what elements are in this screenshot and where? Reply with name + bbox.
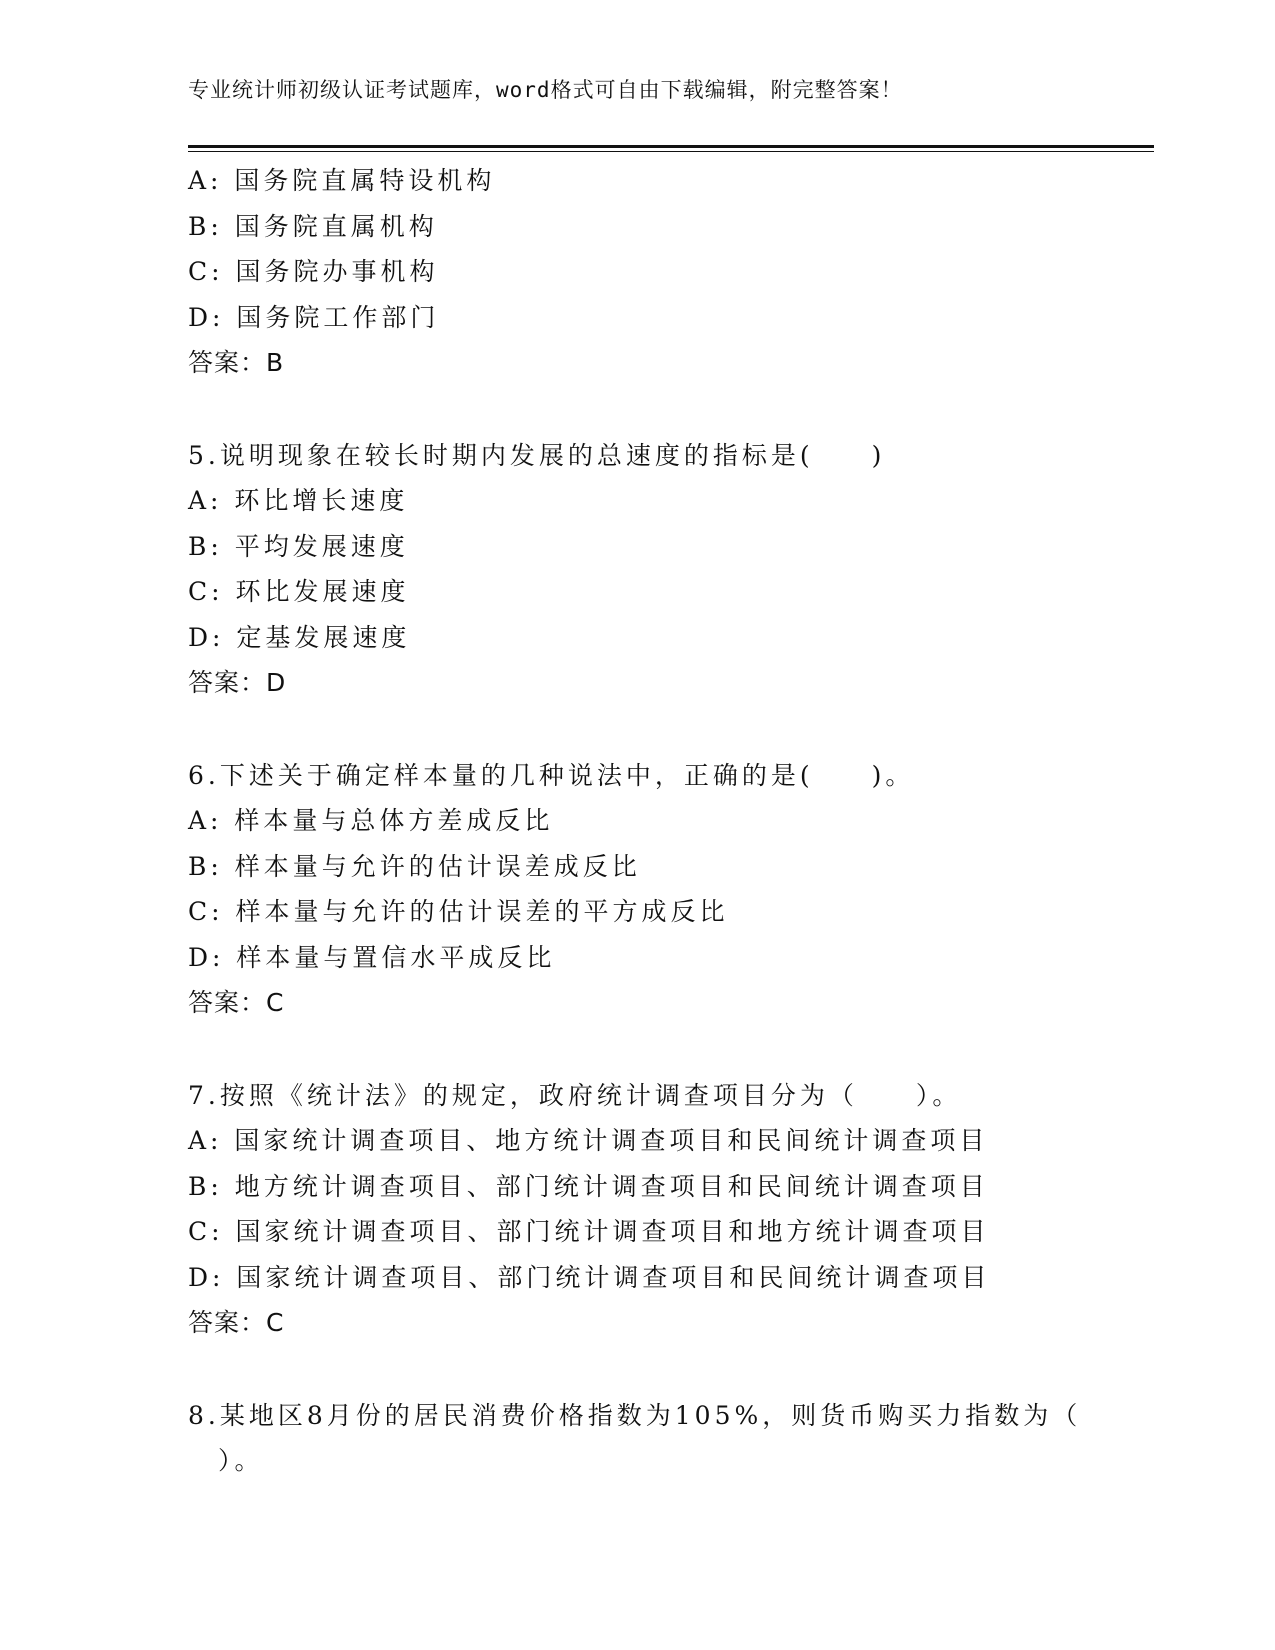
- option-c: C: 国家统计调查项目、部门统计调查项目和地方统计调查项目: [188, 1217, 990, 1246]
- option-b: B: 国务院直属机构: [188, 211, 438, 241]
- option-d: D: 样本量与置信水平成反比: [188, 942, 556, 972]
- question-text: 8.某地区8月份的居民消费价格指数为105%，则货币购买力指数为（: [188, 1400, 1082, 1430]
- option-d: D: 国务院工作部门: [188, 302, 440, 332]
- header-rule-thin: [188, 151, 1154, 152]
- option-a: A: 国务院直属特设机构: [188, 166, 496, 195]
- option-d: D: 国家统计调查项目、部门统计调查项目和民间统计调查项目: [188, 1262, 991, 1292]
- option-b: B: 样本量与允许的估计误差成反比: [188, 851, 641, 881]
- option-a: A: 样本量与总体方差成反比: [188, 806, 554, 835]
- option-d: D: 定基发展速度: [188, 622, 411, 652]
- option-c: C: 环比发展速度: [188, 577, 410, 606]
- question-text: 5.说明现象在较长时期内发展的总速度的指标是( ): [188, 440, 886, 470]
- page-header: 专业统计师初级认证考试题库，word格式可自由下载编辑，附完整答案！: [188, 78, 903, 102]
- header-rule-thick: [188, 145, 1154, 148]
- question-block: [188, 158, 1128, 386]
- question-block: [188, 433, 1128, 706]
- question-block: [188, 1073, 1128, 1346]
- answer-text: 答案：D: [188, 668, 287, 697]
- answer-text: 答案：C: [188, 988, 285, 1017]
- option-a: A: 国家统计调查项目、地方统计调查项目和民间统计调查项目: [188, 1126, 989, 1155]
- option-a: A: 环比增长速度: [188, 486, 409, 515]
- answer-text: 答案：B: [188, 348, 285, 377]
- option-c: C: 国务院办事机构: [188, 257, 439, 286]
- question-block: [188, 753, 1128, 1026]
- question-block: [188, 1393, 1128, 1484]
- question-text: 7.按照《统计法》的规定，政府统计调查项目分为（ ）。: [188, 1080, 962, 1110]
- question-list: [188, 158, 1128, 1484]
- question-text: 6.下述关于确定样本量的几种说法中，正确的是( )。: [188, 760, 915, 790]
- option-c: C: 样本量与允许的估计误差的平方成反比: [188, 897, 729, 926]
- option-b: B: 平均发展速度: [188, 531, 409, 561]
- answer-text: 答案：C: [188, 1308, 285, 1337]
- question-text-continued: ）。: [218, 1446, 264, 1475]
- option-b: B: 地方统计调查项目、部门统计调查项目和民间统计调查项目: [188, 1171, 989, 1201]
